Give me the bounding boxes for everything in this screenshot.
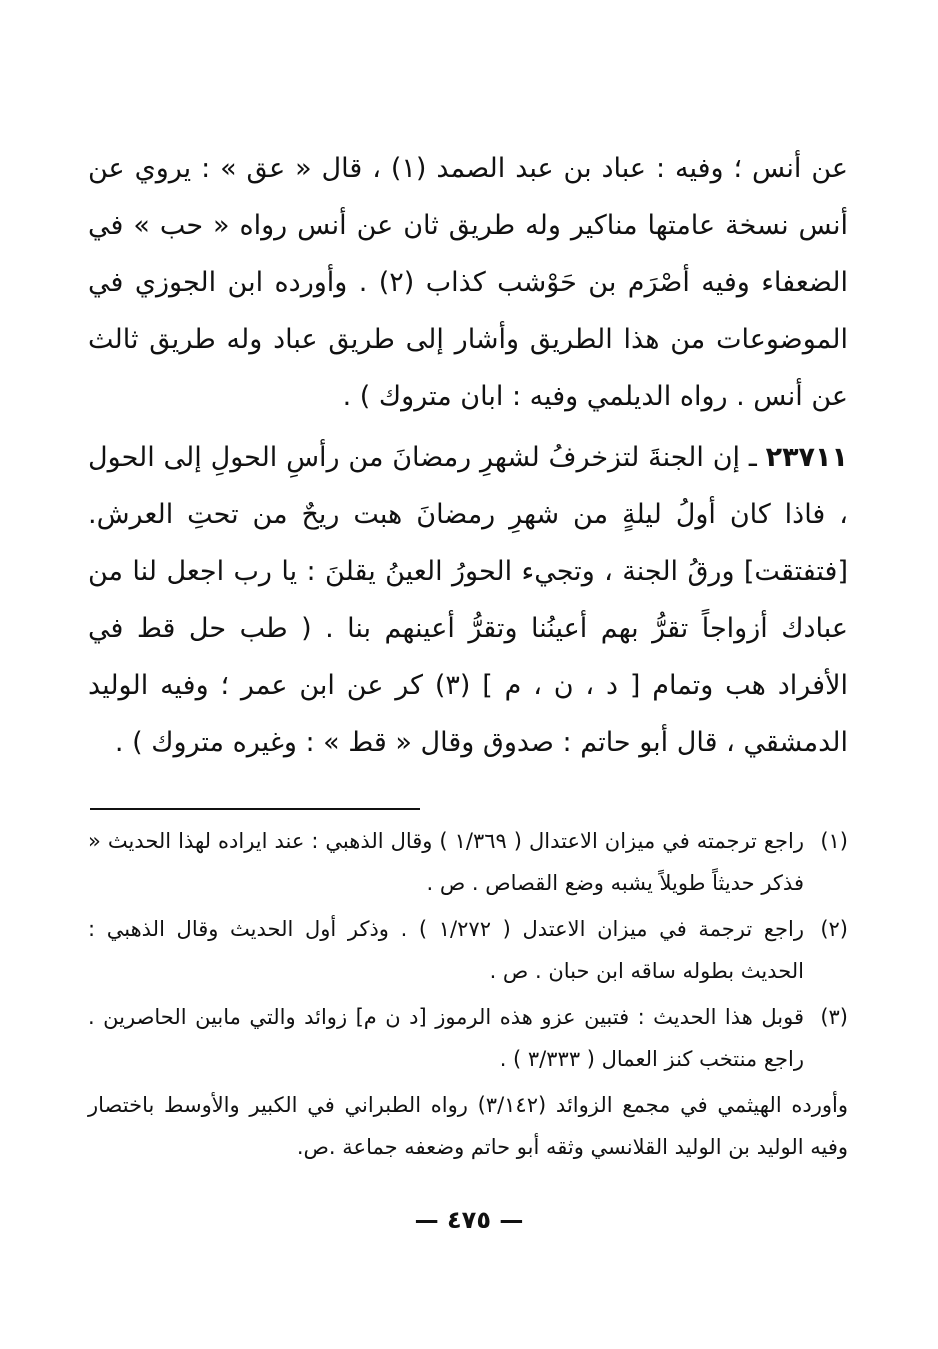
footnote-number: (٣) [820, 1005, 848, 1029]
footnote-text: راجع ترجمته في ميزان الاعتدال ( ١/٣٦٩ ) وقال الذهبي : عند ايراده لهذا الحديث « فذكر حديثاً طويلاً يشبه وضع القصاص . ص . [88, 829, 804, 895]
footnote-2 [88, 908, 848, 992]
editor-note: وأورده الهيثمي في مجمع الزوائد (٣/١٤٢) رواه الطبراني في الكبير والأوسط باختصار وفيه الوليد بن الوليد القلانسي وثقه أبو حاتم وضعفه جماعة .ص. [88, 1093, 848, 1159]
page-number: — ٤٧٥ — [414, 1206, 524, 1234]
footnote-text: قوبل هذا الحديث : فتبين عزو هذه الرموز [د ن م] زوائد والتي مابين الحاصرين . راجع منتخب كنز العمال ( ٣/٣٣٣ ) . [88, 1005, 804, 1071]
hadith-number: ٢٣٧١١ [765, 442, 848, 473]
footnote-separator [90, 808, 420, 810]
footnote-1 [88, 820, 848, 904]
footnote-number: (١) [820, 829, 848, 853]
paragraph-takhrij-continuation: عن أنس ؛ وفيه : عباد بن عبد الصمد (١) ، قال « عق » : يروي عن أنس نسخة عامتها مناكير وله طريق ثان عن أنس رواه « حب » في الضعفاء وفيه أصْرَم بن حَوْشب كذاب (٢) . وأورده ابن الجوزي في الموضوعات من هذا الطريق وأشار إلى طريق عباد وله طريق ثالث عن أنس . رواه الديلمي وفيه : ابان متروك ) . [88, 153, 848, 412]
main-text [88, 140, 848, 771]
footnote-number: (٢) [820, 917, 848, 941]
footnotes [88, 820, 848, 1168]
footnote-3 [88, 996, 848, 1080]
paragraph-hadith [88, 429, 848, 771]
hadith-text: ـ إن الجنةَ لتزخرفُ لشهرِ رمضانَ من رأسِ الحولِ إلى الحول ، فاذا كان أولُ ليلةٍ من شهرِ رمضانَ هبت ريحٌ من تحتِ العرش.[فتفتقت] ورقُ الجنة ، وتجيء الحورُ العينُ يقلنَ : يا رب اجعل لنا من عبادك أزواجاً تقرُّ بهم أعينُنا وتقرُّ أعينهم بنا . ( طب حل قط في الأفراد هب وتمام [ د ، ن ، م ] (٣) كر عن ابن عمر ؛ وفيه الوليد الدمشقي ، قال أبو حاتم : صدوق وقال « قط » : وغيره متروك ) . [88, 442, 848, 758]
footnote-text: راجع ترجمة في ميزان الاعتدل ( ١/٢٧٢ ) . وذكر أول الحديث وقال الذهبي : الحديث بطوله ساقه ابن حبان . ص . [88, 917, 804, 983]
